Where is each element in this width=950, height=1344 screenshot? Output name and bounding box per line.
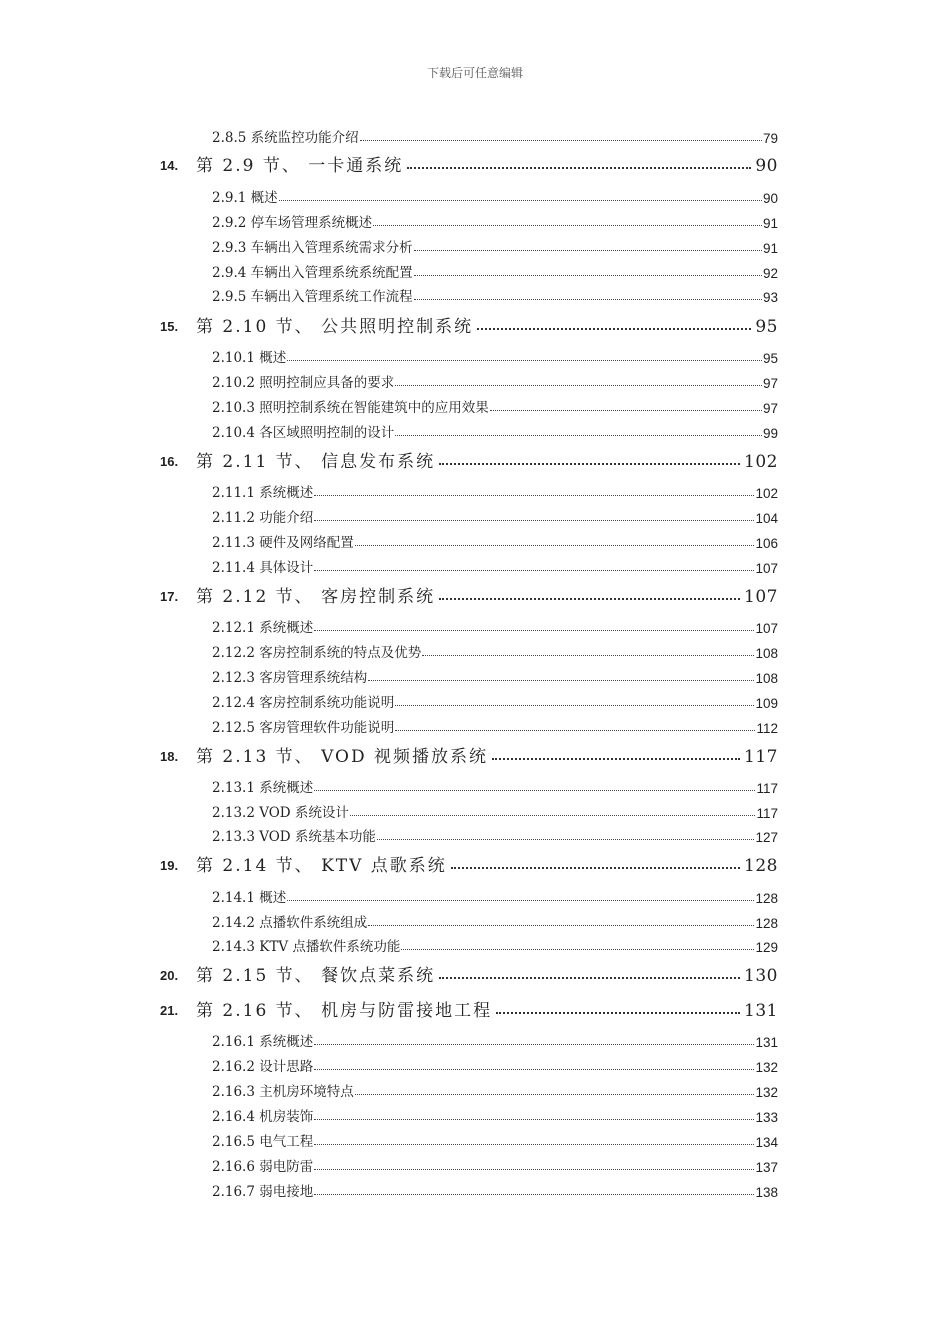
entry-title: 2.10.3 照明控制系统在智能建筑中的应用效果 xyxy=(212,400,489,416)
page-number: 127 xyxy=(755,830,778,845)
dot-leader xyxy=(314,630,754,631)
page-header: 下载后可任意编辑 xyxy=(426,66,523,80)
dot-leader xyxy=(477,328,751,330)
entry-title: 2.16.4 机房装饰 xyxy=(212,1109,314,1125)
dot-leader xyxy=(350,815,756,816)
page-number: 97 xyxy=(762,376,778,391)
dot-leader xyxy=(377,839,755,840)
page-number: 131 xyxy=(755,1035,778,1050)
dot-leader xyxy=(314,790,755,791)
entry-title: 2.10.4 各区域照明控制的设计 xyxy=(212,425,395,441)
page-number: 134 xyxy=(755,1135,778,1150)
toc-subsection-entry[interactable] xyxy=(212,184,778,206)
dot-leader xyxy=(496,1012,740,1014)
page-number: 138 xyxy=(755,1185,778,1200)
toc-section-entry[interactable] xyxy=(160,739,778,767)
toc-subsection-entry[interactable] xyxy=(212,419,778,441)
dot-leader xyxy=(279,200,762,201)
entry-title: 2.12.3 客房管理系统结构 xyxy=(212,670,368,686)
toc-subsection-entry[interactable] xyxy=(212,1028,778,1050)
toc-subsection-entry[interactable] xyxy=(212,714,778,736)
dot-leader xyxy=(407,167,751,169)
toc-subsection-entry[interactable] xyxy=(212,884,778,906)
page-number: 90 xyxy=(762,191,778,206)
page-number: 108 xyxy=(755,671,778,686)
dot-leader xyxy=(451,867,740,869)
page-number: 102 xyxy=(744,452,778,472)
dot-leader xyxy=(314,520,754,521)
toc-subsection-entry[interactable] xyxy=(212,283,778,305)
dot-leader xyxy=(395,730,755,731)
section-number: 14. xyxy=(160,158,179,173)
entry-title: 第 2.11 节、 信息发布系统 xyxy=(196,452,436,472)
page-number: 95 xyxy=(762,351,778,366)
toc-subsection-entry[interactable] xyxy=(212,234,778,256)
page-number: 128 xyxy=(744,856,778,876)
entry-title: 第 2.9 节、 一卡通系统 xyxy=(196,156,404,176)
dot-leader xyxy=(422,655,754,656)
page-number: 107 xyxy=(755,621,778,636)
section-number: 16. xyxy=(160,454,179,469)
entry-title: 2.11.4 具体设计 xyxy=(212,560,314,576)
toc-subsection-entry[interactable] xyxy=(212,529,778,551)
dot-leader xyxy=(439,598,740,600)
section-number: 18. xyxy=(160,749,179,764)
page-number: 128 xyxy=(755,891,778,906)
toc-section-entry[interactable] xyxy=(160,993,778,1021)
dot-leader xyxy=(414,299,762,300)
page-number: 133 xyxy=(755,1110,778,1125)
section-number: 21. xyxy=(160,1003,179,1018)
dot-leader xyxy=(314,1144,754,1145)
toc-subsection-entry[interactable] xyxy=(212,774,778,796)
toc-subsection-entry[interactable] xyxy=(212,394,778,416)
toc-subsection-entry[interactable] xyxy=(212,259,778,281)
dot-leader xyxy=(490,410,762,411)
page-number: 132 xyxy=(755,1085,778,1100)
page-number: 79 xyxy=(762,131,778,146)
page-number: 130 xyxy=(744,966,778,986)
section-number: 15. xyxy=(160,319,179,334)
entry-title: 2.8.5 系统监控功能介绍 xyxy=(212,130,359,146)
page-number: 137 xyxy=(755,1160,778,1175)
entry-title: 2.16.3 主机房环境特点 xyxy=(212,1084,354,1100)
page-number: 117 xyxy=(756,781,778,796)
entry-title: 2.12.5 客房管理软件功能说明 xyxy=(212,720,395,736)
entry-title: 2.9.5 车辆出入管理系统工作流程 xyxy=(212,289,413,305)
toc-subsection-entry[interactable] xyxy=(212,933,778,955)
dot-leader xyxy=(360,140,762,141)
page-number: 112 xyxy=(756,721,778,736)
page-number: 117 xyxy=(756,806,778,821)
page-number: 108 xyxy=(755,646,778,661)
entry-title: 2.16.1 系统概述 xyxy=(212,1034,314,1050)
toc-subsection-entry[interactable] xyxy=(212,909,778,931)
page-number: 91 xyxy=(762,241,778,256)
entry-title: 2.11.2 功能介绍 xyxy=(212,510,314,526)
dot-leader xyxy=(355,545,755,546)
entry-title: 2.14.3 KTV 点播软件系统功能 xyxy=(212,939,401,955)
entry-title: 2.12.4 客房控制系统功能说明 xyxy=(212,695,395,711)
page-number: 106 xyxy=(755,536,778,551)
page-number: 117 xyxy=(744,747,778,767)
page-number: 90 xyxy=(755,156,778,176)
toc-section-entry[interactable] xyxy=(160,148,778,176)
toc-section-entry[interactable] xyxy=(160,444,778,472)
entry-title: 第 2.12 节、 客房控制系统 xyxy=(196,587,436,607)
toc-subsection-entry[interactable] xyxy=(212,689,778,711)
toc-section-entry[interactable] xyxy=(160,579,778,607)
entry-title: 2.9.2 停车场管理系统概述 xyxy=(212,215,373,231)
dot-leader xyxy=(395,705,754,706)
dot-leader xyxy=(355,1094,755,1095)
toc-subsection-entry[interactable] xyxy=(212,639,778,661)
toc-subsection-entry[interactable] xyxy=(212,1178,778,1200)
toc-section-entry[interactable] xyxy=(160,309,778,337)
entry-title: 2.13.1 系统概述 xyxy=(212,780,314,796)
page-number: 91 xyxy=(762,216,778,231)
toc-section-entry[interactable] xyxy=(160,958,778,986)
page-number: 99 xyxy=(762,426,778,441)
dot-leader xyxy=(314,1194,754,1195)
toc-section-entry[interactable] xyxy=(160,848,778,876)
toc-subsection-entry[interactable] xyxy=(212,209,778,231)
entry-title: 2.12.1 系统概述 xyxy=(212,620,314,636)
entry-title: 2.12.2 客房控制系统的特点及优势 xyxy=(212,645,422,661)
dot-leader xyxy=(439,463,740,465)
dot-leader xyxy=(414,275,762,276)
entry-title: 2.14.2 点播软件系统组成 xyxy=(212,915,368,931)
toc-subsection-entry[interactable] xyxy=(212,554,778,576)
dot-leader xyxy=(395,435,762,436)
section-number: 17. xyxy=(160,589,179,604)
entry-title: 第 2.15 节、 餐饮点菜系统 xyxy=(196,966,436,986)
dot-leader xyxy=(373,225,762,226)
dot-leader xyxy=(314,570,754,571)
toc-subsection-entry[interactable] xyxy=(212,479,778,501)
dot-leader xyxy=(287,900,754,901)
entry-title: 第 2.10 节、 公共照明控制系统 xyxy=(196,317,474,337)
entry-title: 2.10.2 照明控制应具备的要求 xyxy=(212,375,395,391)
entry-title: 2.11.1 系统概述 xyxy=(212,485,314,501)
toc-subsection-entry[interactable] xyxy=(212,1078,778,1100)
section-number: 20. xyxy=(160,968,179,983)
dot-leader xyxy=(287,360,762,361)
page-number: 104 xyxy=(755,511,778,526)
toc-subsection-entry[interactable] xyxy=(212,799,778,821)
entry-title: 第 2.13 节、 VOD 视频播放系统 xyxy=(196,747,489,767)
dot-leader xyxy=(395,385,762,386)
entry-title: 2.14.1 概述 xyxy=(212,890,287,906)
dot-leader xyxy=(314,1044,754,1045)
entry-title: 2.16.2 设计思路 xyxy=(212,1059,314,1075)
toc-subsection-entry[interactable] xyxy=(212,344,778,366)
entry-title: 2.13.3 VOD 系统基本功能 xyxy=(212,829,376,845)
dot-leader xyxy=(492,758,740,760)
entry-title: 2.9.4 车辆出入管理系统系统配置 xyxy=(212,265,413,281)
dot-leader xyxy=(401,949,754,950)
page-number: 95 xyxy=(755,317,778,337)
dot-leader xyxy=(368,680,754,681)
toc-subsection-entry[interactable] xyxy=(212,124,778,146)
entry-title: 2.16.6 弱电防雷 xyxy=(212,1159,314,1175)
dot-leader xyxy=(414,250,762,251)
toc-subsection-entry[interactable] xyxy=(212,823,778,845)
page-number: 128 xyxy=(755,916,778,931)
entry-title: 2.16.7 弱电接地 xyxy=(212,1184,314,1200)
dot-leader xyxy=(439,977,740,979)
dot-leader xyxy=(314,495,754,496)
dot-leader xyxy=(314,1069,754,1070)
entry-title: 2.11.3 硬件及网络配置 xyxy=(212,535,354,551)
page-number: 132 xyxy=(755,1060,778,1075)
page-number: 109 xyxy=(755,696,778,711)
page-number: 93 xyxy=(762,290,778,305)
toc-subsection-entry[interactable] xyxy=(212,664,778,686)
page-number: 107 xyxy=(755,561,778,576)
page-number: 131 xyxy=(744,1001,778,1021)
section-number: 19. xyxy=(160,858,179,873)
entry-title: 2.9.1 概述 xyxy=(212,190,278,206)
toc-subsection-entry[interactable] xyxy=(212,1153,778,1175)
entry-title: 第 2.16 节、 机房与防雷接地工程 xyxy=(196,1001,493,1021)
toc-subsection-entry[interactable] xyxy=(212,504,778,526)
entry-title: 2.10.1 概述 xyxy=(212,350,287,366)
page-number: 102 xyxy=(755,486,778,501)
entry-title: 2.13.2 VOD 系统设计 xyxy=(212,805,349,821)
entry-title: 2.9.3 车辆出入管理系统需求分析 xyxy=(212,240,413,256)
toc-subsection-entry[interactable] xyxy=(212,1053,778,1075)
toc-subsection-entry[interactable] xyxy=(212,369,778,391)
dot-leader xyxy=(368,925,754,926)
toc-subsection-entry[interactable] xyxy=(212,1103,778,1125)
page-number: 97 xyxy=(762,401,778,416)
dot-leader xyxy=(314,1169,754,1170)
page-number: 92 xyxy=(762,266,778,281)
dot-leader xyxy=(314,1119,754,1120)
toc-subsection-entry[interactable] xyxy=(212,1128,778,1150)
toc-subsection-entry[interactable] xyxy=(212,614,778,636)
page-number: 129 xyxy=(755,940,778,955)
entry-title: 第 2.14 节、 KTV 点歌系统 xyxy=(196,856,447,876)
page-number: 107 xyxy=(744,587,778,607)
entry-title: 2.16.5 电气工程 xyxy=(212,1134,314,1150)
